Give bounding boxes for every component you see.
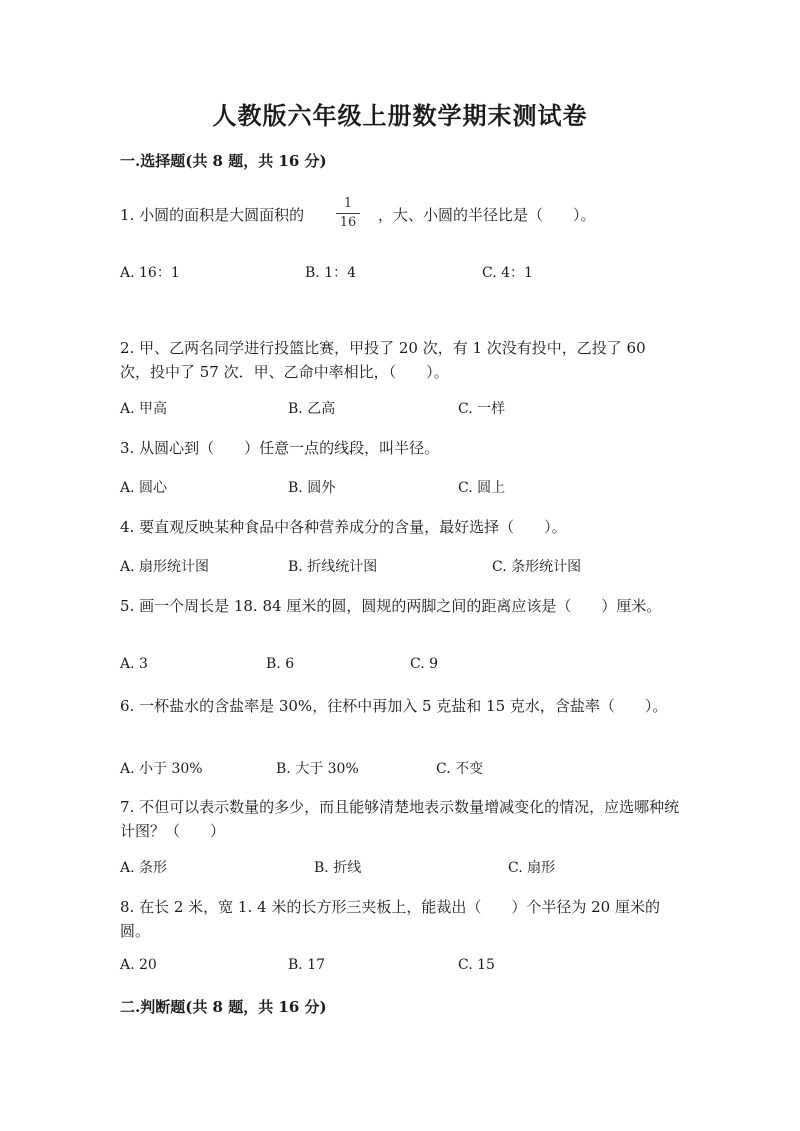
option-b[interactable]: B. 折线统计图	[288, 559, 378, 575]
option-b[interactable]: B. 6	[266, 656, 295, 672]
option-c[interactable]: C. 扇形	[508, 860, 556, 876]
page-title: 人教版六年级上册数学期末测试卷	[212, 101, 588, 130]
question-2-text: 2. 甲、乙两名同学进行投篮比赛，甲投了 20 次，有 1 次没有投中，乙投了 60 次，投中了 57 次．甲、乙命中率相比，（ ）。	[120, 339, 646, 381]
question-5-options	[120, 656, 680, 678]
option-c[interactable]: C. 圆上	[458, 480, 506, 496]
option-b[interactable]: B. 圆外	[288, 480, 336, 496]
option-c[interactable]: C. 15	[458, 957, 495, 973]
option-b[interactable]: B. 1：4	[305, 265, 357, 281]
option-b[interactable]: B. 折线	[314, 860, 362, 876]
option-a[interactable]: A. 条形	[120, 860, 168, 876]
question-7-options	[120, 857, 680, 879]
option-b[interactable]: B. 17	[288, 957, 326, 973]
section-heading-choice: 一.选择题(共 8 题，共 16 分)	[120, 152, 327, 170]
option-c[interactable]: C. 9	[410, 656, 439, 672]
fraction	[336, 196, 360, 231]
option-c[interactable]: C. 不变	[436, 761, 484, 777]
question-1-text: 1. 小圆的面积是大圆面积的	[120, 206, 305, 224]
option-a[interactable]: A. 16：1	[120, 265, 180, 281]
fraction-denominator: 16	[339, 215, 357, 230]
question-6-options	[120, 758, 680, 780]
question-3-text: 3. 从圆心到（ ）任意一点的线段，叫半径。	[120, 439, 440, 457]
section-heading-judgement: 二.判断题(共 8 题，共 16 分)	[120, 998, 327, 1016]
question-8-text: 8. 在长 2 米，宽 1. 4 米的长方形三夹板上，能裁出（ ）个半径为 20 厘米的圆。	[120, 898, 660, 940]
question-3-options	[120, 477, 680, 499]
option-c[interactable]: C. 条形统计图	[492, 559, 582, 575]
question-6-text: 6. 一杯盐水的含盐率是 30%，往杯中再加入 5 克盐和 15 克水，含盐率（ ）。	[120, 697, 668, 715]
question-7-text: 7. 不但可以表示数量的多少，而且能够清楚地表示数量增减变化的情况，应选哪种统计图？（ ）	[120, 798, 680, 840]
fraction-bar	[336, 213, 360, 214]
option-c[interactable]: C. 4：1	[482, 265, 533, 281]
option-a[interactable]: A. 小于 30%	[120, 761, 203, 777]
question-1-options	[120, 262, 680, 284]
question-4-options	[120, 556, 680, 578]
option-a[interactable]: A. 圆心	[120, 480, 168, 496]
question-2-options	[120, 398, 680, 420]
question-1-text-continued: ，大、小圆的半径比是（ ）。	[378, 206, 596, 224]
option-a[interactable]: A. 3	[120, 656, 148, 672]
fraction-numerator: 1	[343, 196, 353, 211]
option-a[interactable]: A. 扇形统计图	[120, 559, 210, 575]
option-b[interactable]: B. 乙高	[288, 401, 336, 417]
option-a[interactable]: A. 甲高	[120, 401, 168, 417]
option-c[interactable]: C. 一样	[458, 401, 506, 417]
question-8-options	[120, 957, 680, 979]
option-a[interactable]: A. 20	[120, 957, 157, 973]
question-4-text: 4. 要直观反映某种食品中各种营养成分的含量，最好选择（ ）。	[120, 518, 567, 536]
question-5-text: 5. 画一个周长是 18. 84 厘米的圆，圆规的两脚之间的距离应该是（ ）厘米。	[120, 597, 662, 615]
option-b[interactable]: B. 大于 30%	[276, 761, 359, 777]
